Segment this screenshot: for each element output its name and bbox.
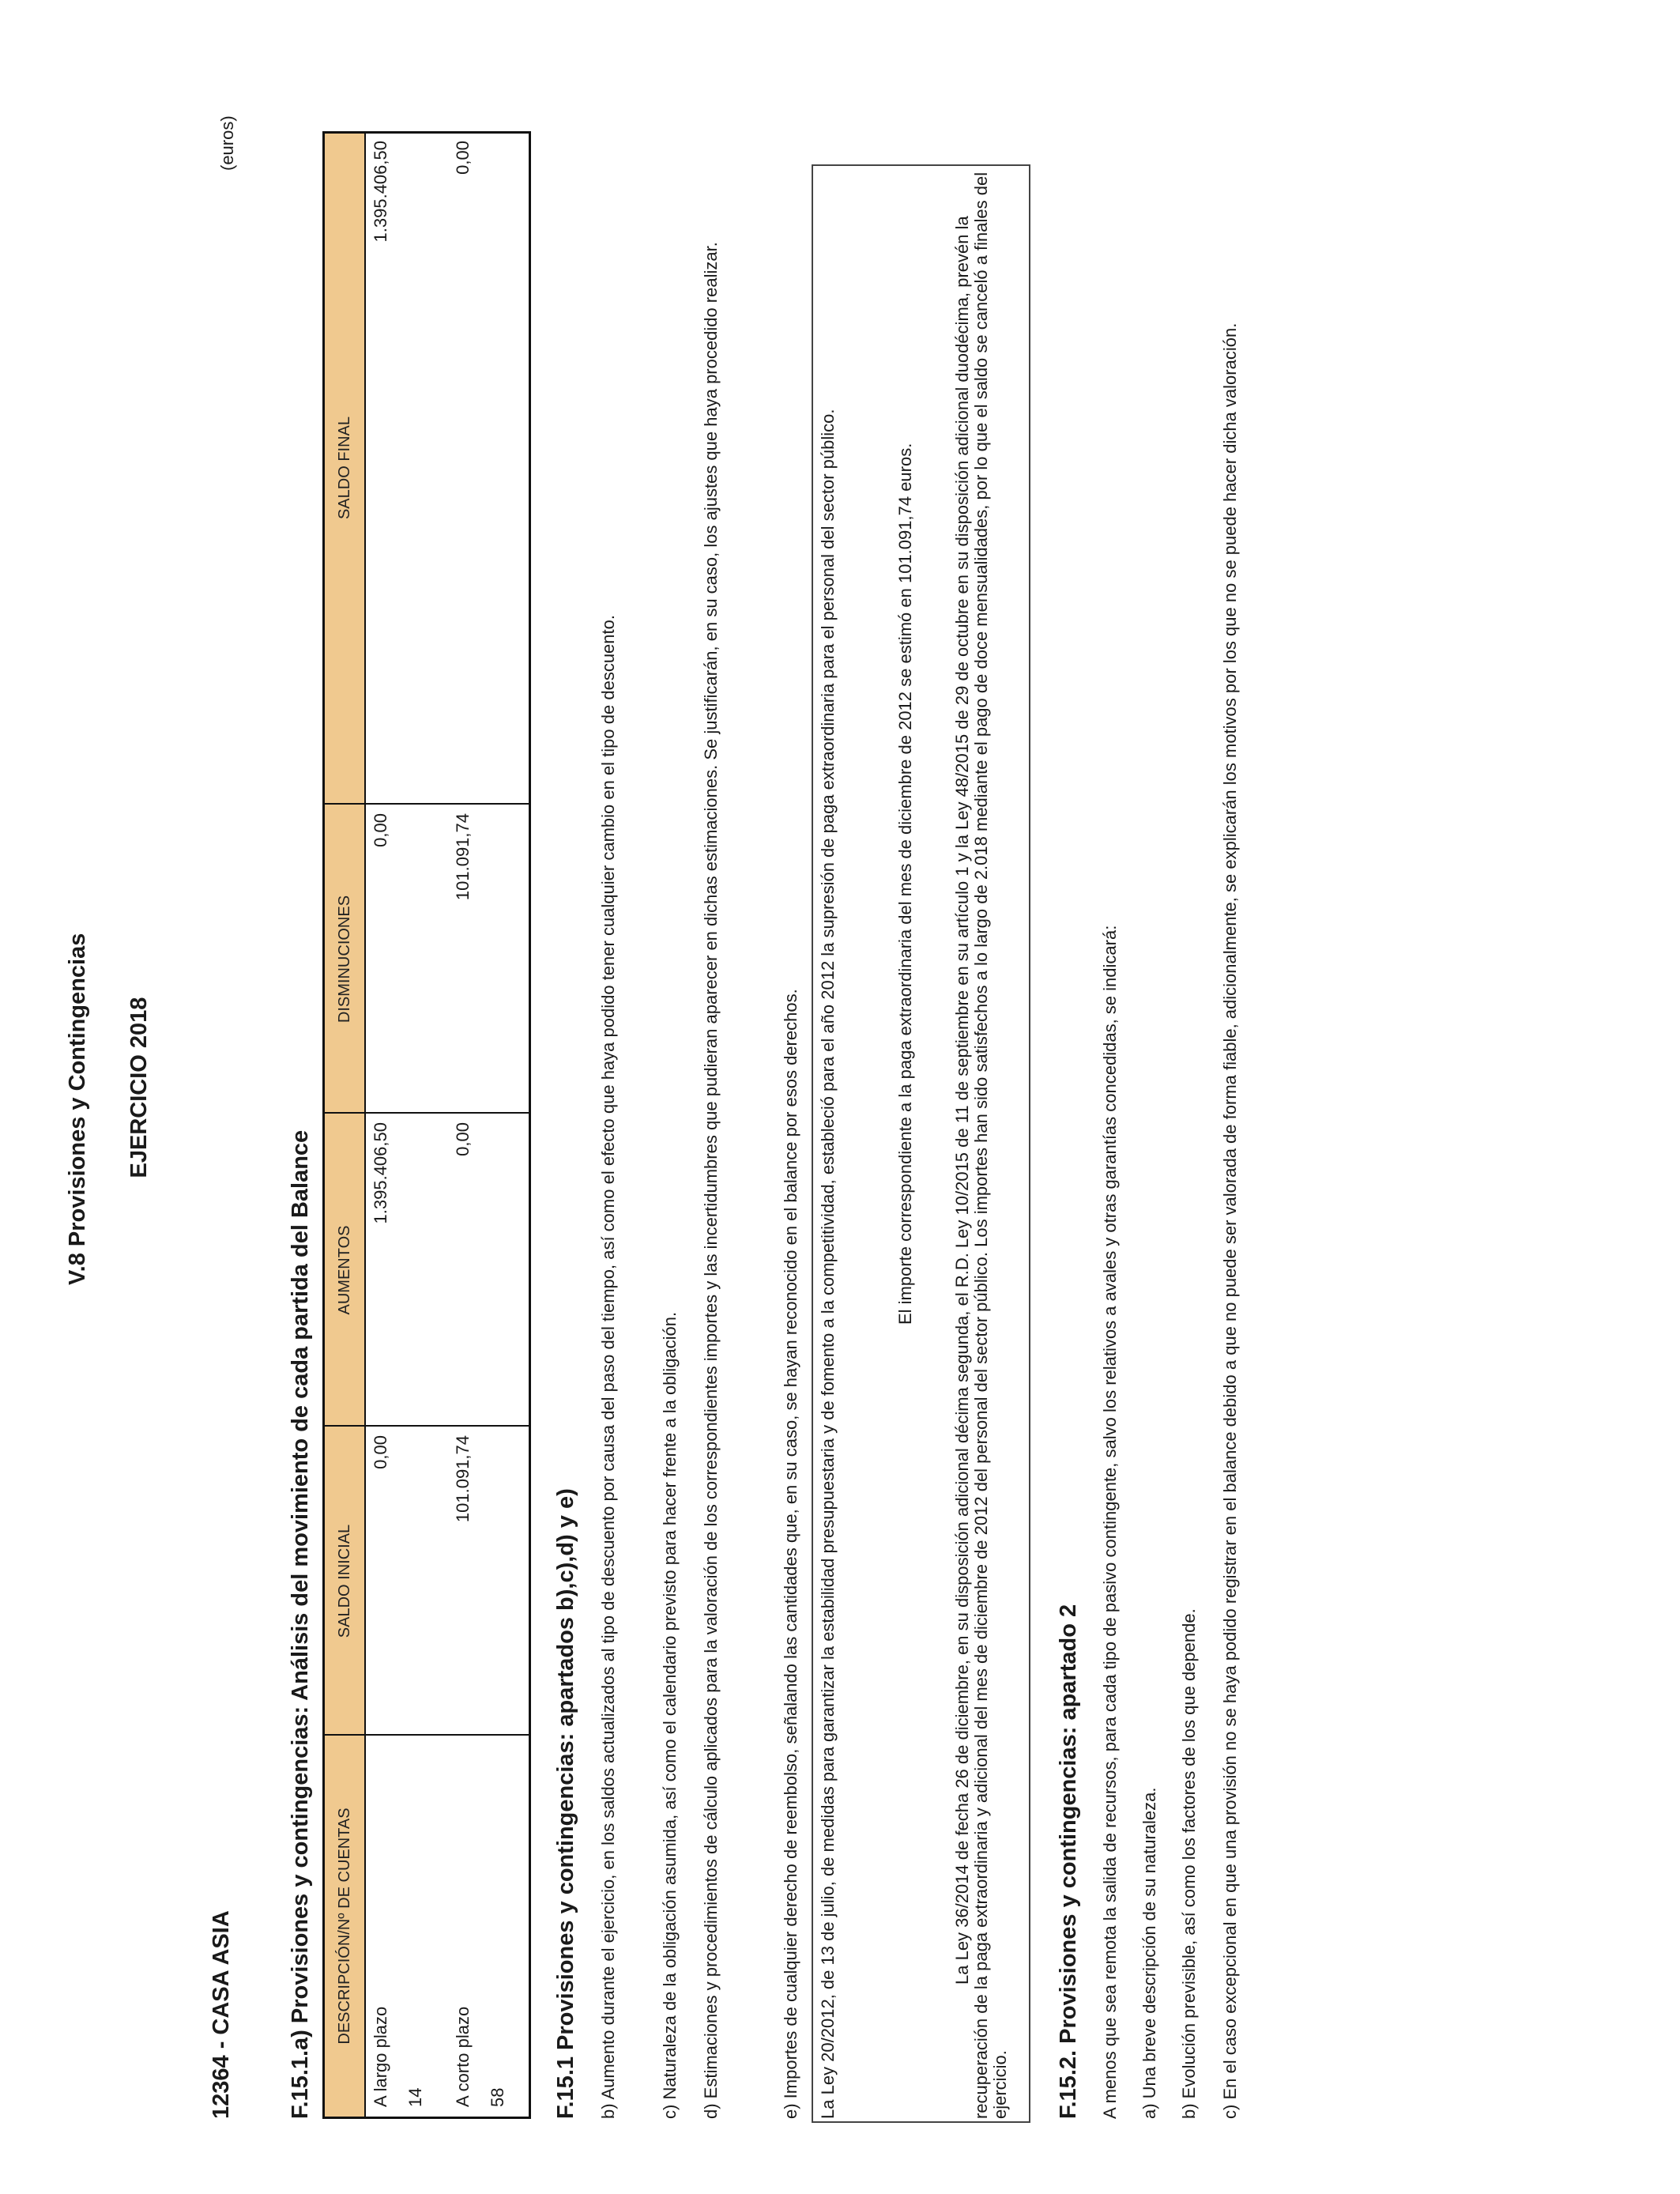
row2-saldo-final: 0,00	[453, 141, 473, 175]
section-c-heading: F.15.2. Provisiones y contingencias: apartado 2	[1056, 1604, 1081, 2119]
col-header-saldo-inicial: SALDO INICIAL	[335, 1524, 353, 1638]
row1-aumentos: 1.395.406,50	[371, 1122, 390, 1224]
provisions-table	[322, 131, 531, 2119]
col-header-aumentos: AUMENTOS	[335, 1225, 353, 1315]
exercise-title: EJERCICIO 2018	[126, 997, 152, 1178]
row2-account: 58	[488, 2087, 507, 2107]
section-a-heading: F.15.1.a) Provisiones y contingencias: Análisis del movimiento de cada partida del Balance	[288, 1129, 313, 2119]
e-text-3: La Ley 36/2014 de fecha 26 de diciembre, en su disposición adicional décima segunda, el R.D. Ley 10/2015 de 11 de septiembre en su artículo 1 y la Ley 48/2015 de 29 de octubre en su disposición adicional duodécima, prevén la recuperación de la paga extraordinaria y adicional del mes de diciembre de 2012 del personal del sector público. Los importes han sido satisfechos a lo largo de 2.018 mediante el pago de doce mensualidades, por lo que el saldo se canceló a finales del ejercicio.	[952, 172, 1010, 2119]
col-header-disminuciones: DISMINUCIONES	[335, 895, 353, 1023]
row2-desc: A corto plazo	[453, 2006, 473, 2107]
item-e-text: e) Importes de cualquier derecho de reembolso, señalando las cantidades que, en su caso, se hayan reconocido en el balance por esos derechos.	[781, 989, 800, 2119]
row2-disminuciones: 101.091,74	[453, 813, 473, 901]
row1-saldo-inicial: 0,00	[371, 1435, 390, 1469]
row2-saldo-inicial: 101.091,74	[453, 1435, 473, 1523]
section-c-item-b: b) Evolución previsible, así como los factores de los que depende.	[1179, 1608, 1199, 2119]
item-c-text: c) Naturaleza de la obligación asumida, así como el calendario previsto para hacer frente a la obligación.	[660, 1311, 680, 2119]
row1-disminuciones: 0,00	[371, 813, 390, 847]
section-c-item-c: c) En el caso excepcional en que una provisión no se haya podido registrar en el balance debido a que no puede ser valorada de forma fiable, adicionalmente, se explicarán los motivos por los que no se puede hacer dicha valoración.	[1220, 322, 1240, 2119]
section-c-intro: A menos que sea remota la salida de recursos, para cada tipo de pasivo contingente, salvo los relativos a avales y otras garantías concedidas, se indicará:	[1100, 925, 1120, 2119]
row2-aumentos: 0,00	[453, 1122, 473, 1156]
col-header-desc: DESCRIPCIÓN/Nº DE CUENTAS	[335, 1808, 353, 2045]
item-b-text: b) Aumento durante el ejercicio, en los saldos actualizados al tipo de descuento por causa del paso del tiempo, así como el efecto que haya podido tener cualquier cambio en el tipo de descuento.	[598, 615, 618, 2119]
item-d-text: d) Estimaciones y procedimientos de cálculo aplicados para la valoración de los correspondientes importes y las incertidumbres que pudieran aparecer en dichas estimaciones. Se justificarán, en su caso, los ajustes que haya procedido realizar.	[701, 242, 721, 2119]
col-header-saldo-final: SALDO FINAL	[335, 416, 353, 520]
unit-label: (euros)	[217, 115, 237, 171]
e-text-2: El importe correspondiente a la paga extraordinaria del mes de diciembre de 2012 se estimó en 101.091,74 euros.	[895, 443, 915, 1325]
e-text-1: La Ley 20/2012, de 13 de julio, de medidas para garantizar la estabilidad presupuestaria y de fomento a la competitividad, estableció para el año 2012 la supresión de paga extraordinaria para el personal del sector público.	[818, 409, 838, 2119]
row1-saldo-final: 1.395.406,50	[371, 141, 390, 243]
row1-desc: A largo plazo	[371, 2006, 390, 2107]
row1-account: 14	[405, 2087, 425, 2107]
section-c-item-a: a) Una breve descripción de su naturaleza.	[1139, 1787, 1159, 2119]
page-title: V.8 Provisiones y Contingencias	[65, 933, 90, 1285]
section-b-heading: F.15.1 Provisiones y contingencias: apartados b),c),d) y e)	[553, 1488, 578, 2119]
entity-label: 12364 - CASA ASIA	[209, 1910, 234, 2119]
